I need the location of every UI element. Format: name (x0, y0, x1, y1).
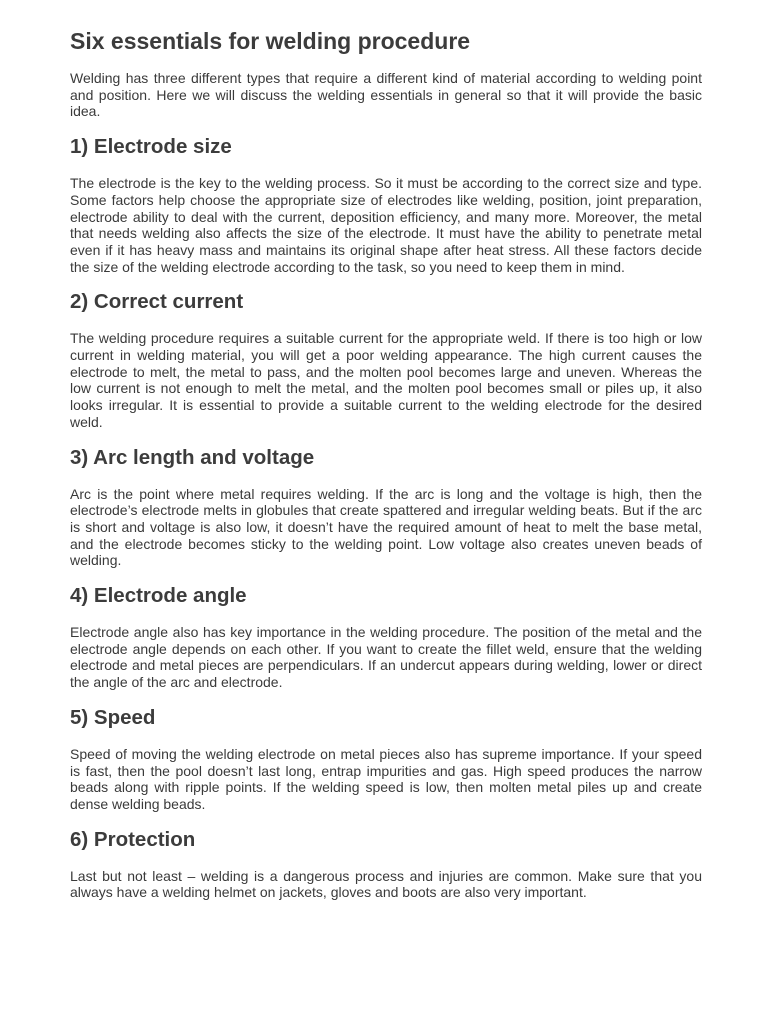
section-electrode-angle (70, 583, 702, 691)
section-heading: 1) Electrode size (70, 135, 232, 159)
section-body: Arc is the point where metal requires welding. If the arc is long and the voltage is high, then the electrode’s electrode melts in globules that create spattered and irregular welding beats. But if the arc is short and voltage is also low, it doesn’t have the required amount of heat to melt the base metal, and the electrode becomes sticky to the welding point. Low voltage also creates uneven beads of welding. (70, 485, 702, 569)
section-body: Speed of moving the welding electrode on metal pieces also has supreme importance. If your speed is fast, then the pool doesn’t last long, entrap impurities and gas. High speed produces the narrow beads along with ripple points. If the welding speed is low, then molten metal piles up and create dense welding beads. (70, 745, 702, 812)
section-protection (70, 827, 702, 901)
section-body: Electrode angle also has key importance in the welding procedure. The position of the metal and the electrode angle depends on each other. If you want to create the fillet weld, ensure that the welding electrode and metal pieces are perpendiculars. If an undercut appears during welding, lower or direct the angle of the arc and electrode. (70, 624, 702, 691)
section-body: The welding procedure requires a suitable current for the appropriate weld. If there is too high or low current in welding material, you will get a poor welding appearance. The high current causes the electrode to melt, the metal to pass, and the molten pool becomes large and uneven. Whereas the low current is not enough to melt the metal, and the molten pool becomes small or piles up, it also looks irregular. It is essential to provide a suitable current to the welding electrode for the desired weld. (70, 330, 702, 430)
section-heading: 2) Correct current (70, 290, 244, 314)
section-body: Last but not least – welding is a dangerous process and injuries are common. Make sure that you always have a welding helmet on jackets, gloves and boots are also very important. (70, 867, 702, 901)
section-heading: 4) Electrode angle (70, 584, 247, 608)
section-heading: 6) Protection (70, 827, 196, 851)
section-heading: 5) Speed (70, 705, 156, 729)
section-speed (70, 705, 702, 813)
document-title: Six essentials for welding procedure (70, 28, 471, 54)
section-body: The electrode is the key to the welding process. So it must be according to the correct size and type. Some factors help choose the appropriate size of electrodes like welding, position, joint preparation, electrode ability to deal with the current, deposition efficiency, and many more. Moreover, the metal that needs welding also affects the size of the electrode. It must have the ability to penetrate metal even if it has heavy mass and maintains its original shape after heat stress. All these factors decide the size of the welding electrode according to the task, so you need to keep them in mind. (70, 175, 702, 275)
section-correct-current (70, 289, 702, 430)
intro-paragraph: Welding has three different types that require a different kind of material according to welding point and position. Here we will discuss the welding essentials in general so that it will provide the basic idea. (70, 70, 702, 120)
section-heading: 3) Arc length and voltage (70, 445, 315, 469)
section-electrode-size (70, 134, 702, 275)
section-arc-length-voltage (70, 445, 702, 570)
